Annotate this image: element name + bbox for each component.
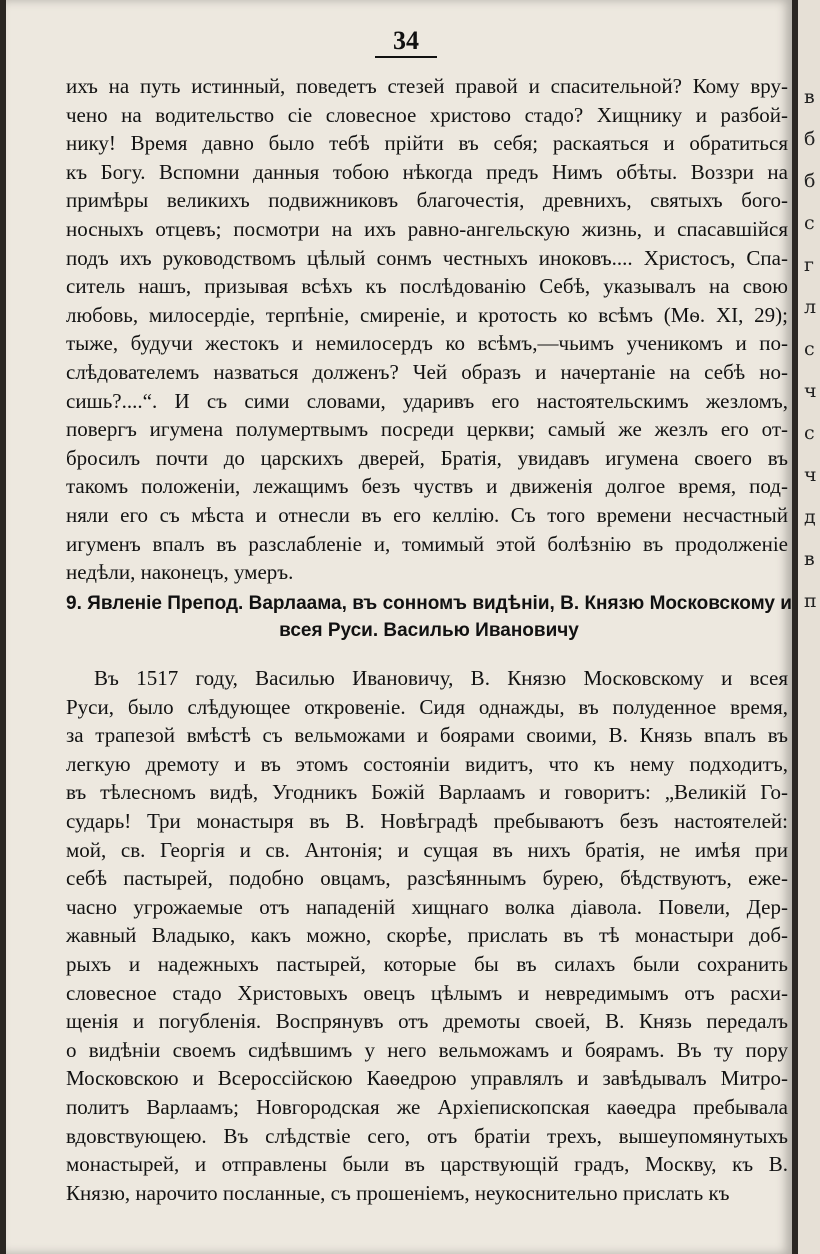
text-line: къ Богу. Вспомни данныя тобою нѣкогда предъ Нимъ обѣты. Воззри на [66,159,788,184]
text-line: за трапезой вмѣстѣ съ вельможами и боярами своими, В. Князь впалъ въ [66,723,788,748]
text-line: словесное стадо Христовыхъ овецъ цѣлымъ и невредимымъ отъ расхи- [66,980,788,1005]
page-number-rule [375,56,437,58]
heading-line: всея Руси. Василью Ивановичу [279,620,579,641]
text-line: вдовствующею. Въ слѣдствіе сего, отъ братіи трехъ, вышеупомянутыхъ [66,1123,788,1148]
text-line: бросилъ почти до царскихъ дверей, Братія, увидавъ игумена своего въ [66,445,788,470]
adjacent-page-letter: с [804,422,815,444]
text-line: носныхъ отцевъ; посмотри на ихъ равно-ангельскую жизнь, и спасавшійся [66,216,788,241]
text-line: примѣры великихъ подвижниковъ благочестія, древнихъ, святыхъ бого- [66,188,788,213]
text-line: Руси, было слѣдующее откровеніе. Сидя однажды, въ полуденное время, [66,694,788,719]
text-line: политъ Варлаамъ; Новгородская же Архіепископская каѳедра пребывала [66,1094,788,1119]
text-line: ихъ на путь истинный, поведетъ стезей правой и спасительной? Кому вру- [66,74,788,98]
text-line: монастырей, и отправлены были въ царствующій градъ, Москву, къ В. [66,1152,788,1177]
text-line: себѣ пастырей, подобно овцамъ, разсѣяннымъ бурею, бѣдствуютъ, еже- [66,866,788,891]
text-line: такомъ положеніи, лежащимъ безъ чуствъ и движенія долгое время, под- [66,474,788,499]
text-line: недѣли, наконецъ, умеръ. [66,560,294,585]
text-line: въ тѣлесномъ видѣ, Угодникъ Божій Варлаамъ и говоритъ: „Великій Го- [66,780,788,805]
text-line: нику! Время давно было тебѣ прійти въ себя; раскаяться и обратиться [66,131,788,156]
book-page [6,0,792,1254]
adjacent-page-letter: д [804,506,816,528]
text-line: легкую дремоту и въ этомъ состояніи видитъ, что къ нему подходитъ, [66,751,788,776]
text-line: часно угрожаемые отъ нападеній хищнаго волка діавола. Повели, Дер- [66,894,788,919]
text-line: о видѣніи своемъ сидѣвшимъ у него вельможамъ и боярамъ. Въ ту пору [66,1037,788,1062]
text-line: повергъ игумена полумертвымъ посреди церкви; самый же жезлъ его от- [66,417,788,442]
text-line: сударь! Три монастыря въ В. Новѣградѣ пребываютъ безъ настоятелей: [66,808,788,833]
text-line: чено на водительство сіе словесное христово стадо? Хищнику и разбой- [66,102,788,127]
adjacent-page-letter: п [804,590,817,612]
text-line: рыхъ и надежныхъ пастырей, которые бы въ силахъ были сохранить [66,951,788,976]
text-line: щенія и погубленія. Воспрянувъ отъ дремоты своей, В. Князь передалъ [66,1009,788,1034]
text-line: няли его съ мѣста и отнесли въ его келлію. Съ того времени несчастный [66,502,788,527]
section-heading [66,590,792,644]
adjacent-page-letter: в [804,548,815,570]
text-line: любовь, милосердіе, терпѣніе, смиреніе, и кротость ко всѣмъ (Мѳ. XI, 29); [66,302,788,327]
text-line: тыже, будучи жестокъ и немилосердъ ко всѣмъ,—чьимъ ученикомъ и по- [66,331,788,356]
text-line: Въ 1517 году, Василью Ивановичу, В. Князю Московскому и всея [94,666,788,690]
text-line: жавный Владыко, какъ можно, скорѣе, прислать въ тѣ монастыри доб- [66,923,788,948]
text-line: подъ ихъ руководствомъ цѣлый сонмъ честныхъ иноковъ.... Христосъ, Спа- [66,245,788,270]
adjacent-page-letter: б [804,128,816,150]
text-line: ситель нашъ, призывая всѣхъ къ послѣдованію Себѣ, указывалъ на свою [66,274,788,299]
text-line: Князю, нарочито посланные, съ прошеніемъ, неукоснительно прислать къ [66,1180,730,1205]
text-line: игуменъ впалъ въ разслабленіе и, томимый этой болѣзнію въ продолженіе [66,531,788,556]
adjacent-page-letter: в [804,86,815,108]
heading-line: 9. Явленіе Препод. Варлаама, въ сонномъ видѣніи, В. Князю Московскому и [66,593,792,614]
adjacent-page-letter: л [804,296,817,318]
text-line: Московскою и Всероссійскою Каѳедрою управлялъ и завѣдывалъ Митро- [66,1066,788,1091]
adjacent-page-letter: с [804,212,815,234]
paragraph-1 [66,72,788,587]
adjacent-page-letter: г [804,254,814,276]
adjacent-page-letter: с [804,338,815,360]
paragraph-2 [66,664,788,1207]
adjacent-page-letter: ч [804,380,817,402]
text-line: слѣдователемъ назваться долженъ? Чей образъ и начертаніе на себѣ но- [66,359,788,384]
adjacent-page-letter: ч [804,464,817,486]
adjacent-page-edge [798,0,820,1254]
text-line: сишь?....“. И съ сими словами, ударивъ его настоятельскимъ жезломъ, [66,388,788,413]
adjacent-page-letter: б [804,170,816,192]
text-line: мой, св. Георгія и св. Антонія; и сущая въ нихъ братія, не имѣя при [66,837,788,862]
page-number: 34 [6,26,806,58]
